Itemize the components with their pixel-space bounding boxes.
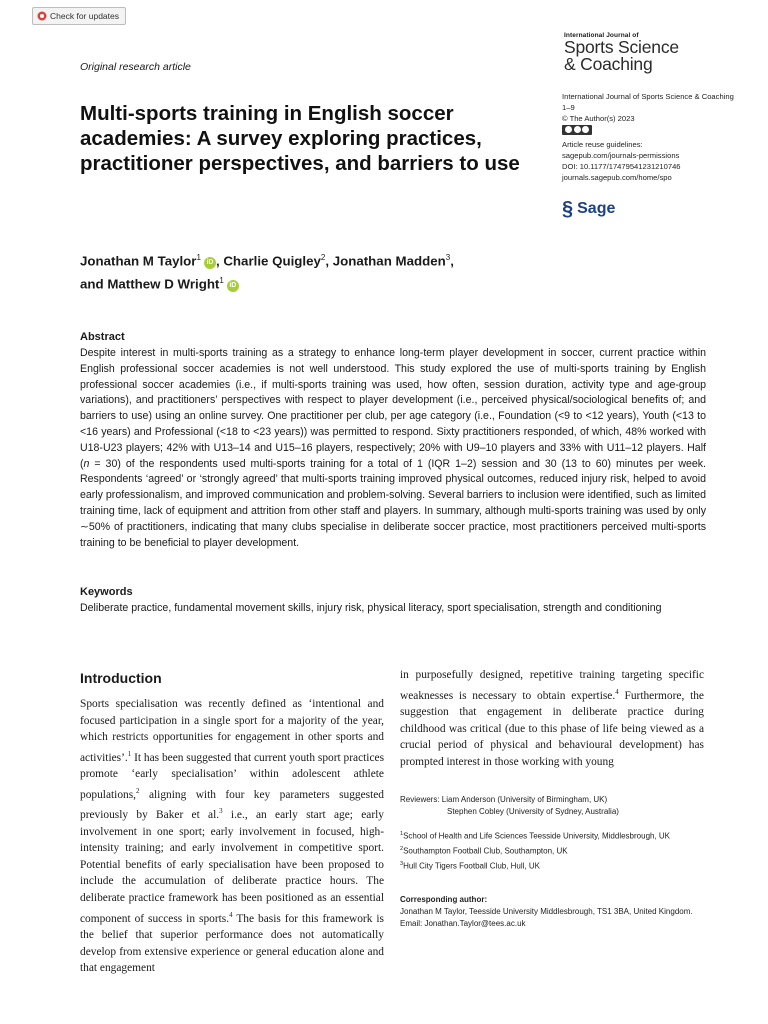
affiliation-sup: 1 [400,831,404,837]
intro-text: in purposefully designed, repetitive training targeting specific weaknesses is necessary to obtain expertise. [400,669,704,702]
cc-license-icon [562,125,592,135]
affiliation-text: Hull City Tigers Football Club, Hull, UK [403,861,540,871]
meta-home-link[interactable]: journals.sagepub.com/home/spo [562,172,672,182]
journal-logo [564,32,714,73]
article-title: Multi-sports training in English soccer academies: A survey exploring practices, practitioner perspectives, and barriers to use [80,102,520,175]
affiliation-text: School of Health and Life Sciences Teesside University, Middlesbrough, UK [403,831,671,841]
intro-text: It has been suggested that current youth sport practices promote ‘early specialisation’ within adolescent athlete populations, [80,751,384,801]
intro-text: Sports specialisation was recently defined as ‘intentional and focused participation in a single sport for a majority of the year, which restricts opportunities for engagement in other sports and activities’. [80,698,384,764]
sage-logo [562,199,615,219]
journal-logo-line1: International Journal of [564,32,639,39]
intro-text: The basis for this framework is the belief that superior performance does not automatically develop from extensive experience or general education alone and that engagement [80,912,384,975]
check-for-updates-label: Check for updates [50,11,119,21]
author-name: , Charlie Quigley [215,253,321,269]
affiliation-item [400,828,700,843]
meta-copyright: © The Author(s) 2023 [562,113,635,123]
intro-text: aligning with four key parameters suggested previously by Baker et al. [80,788,384,821]
author-name: and Matthew D Wright [80,276,220,292]
meta-journal: International Journal of Sports Science & Coaching [562,92,734,101]
corresponding-email[interactable]: Email: Jonathan.Taylor@tees.ac.uk [400,919,526,929]
author-affiliation-sup: 3 [445,253,451,262]
introduction-left-column [80,696,384,977]
abstract-body [80,346,706,551]
affiliation-sup: 2 [400,845,404,852]
intro-text: i.e., an early start age; early involvement in one sport; early involvement in focused, high-intensity training; and early involvement in competitive sport. Potential benefits of early specialisation have been proposed to include the accumulation of deliberate practice hours. The deliberate practice framework has been positioned as an essential component of success in sports. [80,808,384,925]
meta-doi-link[interactable]: DOI: 10.1177/17479541231210746 [562,161,681,171]
affiliation-item [400,858,700,873]
reference-sup[interactable]: 4 [229,910,233,919]
reviewer-line: Stephen Cobley (University of Sydney, Australia) [447,807,619,817]
keywords-heading: Keywords [80,586,133,598]
intro-text: Furthermore, the suggestion that engagement in deliberate practice during childhood was critical (due to this phase of life being viewed as a crucial period of physical and behavioural development) has prompted interest in those working with young [400,689,704,768]
check-for-updates-button[interactable] [32,7,126,25]
article-type: Original research article [80,61,191,73]
abstract-text-1: Despite interest in multi-sports training as a strategy to enhance long-term player development in soccer, current practice within English professional soccer academies is not well understood. This study explored the use of multi-sports training by English professional soccer academies (i.e., if multi-sports training was used, how often, session duration, activity type and age-group variations), and practitioners’ perspectives with respect to player development (i.e., perceived physical/sociological benefits of; and barriers to use) using an online survey. One practitioner per club, per age category (i.e., Foundation (<9 to <12 years), Youth (<13 to <16 years) and Professional (<18 to <23 years)) was permitted to respond. Sixty practitioners responded, of which, 48% worked with U18-U23 players; 42% with U13–14 and U15–16 players, respectively; 20% with U9–10 players and 33% with U11–12 players. Half ( [80,347,706,470]
sage-label: Sage [577,200,616,217]
journal-logo-line3: & Coaching [564,54,653,74]
author-affiliation-sup: 1 [219,275,224,285]
reference-sup[interactable]: 4 [615,687,619,696]
update-icon [37,11,47,21]
corresponding-heading: Corresponding author: [400,895,488,904]
sage-s-icon: § [562,198,574,220]
meta-permissions-link[interactable]: sagepub.com/journals-permissions [562,150,680,160]
corresponding-author-block [400,894,700,931]
introduction-right-column [400,667,704,770]
reference-sup[interactable]: 1 [127,749,132,758]
author-list: Jonathan M Taylor$^1$iD , Charlie Quigley$^2$, Jonathan Madden$^3$, and Matthew D Wright$^1$iD [80,253,454,292]
abstract-n-variable: n [83,457,90,470]
reference-sup[interactable]: 2 [136,786,140,795]
reviewers-block [400,794,700,818]
reviewer-line: Reviewers: Liam Anderson (University of Birmingham, UK) [400,795,608,804]
affiliation-item [400,843,700,858]
corresponding-address: Jonathan M Taylor, Teesside University Middlesbrough, TS1 3BA, United Kingdom. [400,907,693,917]
orcid-icon[interactable]: iD [227,280,239,292]
meta-reuse: Article reuse guidelines: [562,140,643,150]
affiliations-block [400,828,700,873]
keywords-text: Deliberate practice, fundamental movement skills, injury risk, physical literacy, sport specialisation, strength and conditioning [80,602,662,614]
meta-pages: 1–9 [562,102,575,112]
author-affiliation-sup: 2 [320,253,326,262]
affiliation-sup: 3 [400,860,404,867]
introduction-heading: Introduction [80,670,162,686]
abstract-text-2: = 30) of the respondents used multi-sports training for a total of 1 (IQR 1–2) session and 30 (13 to 60) minutes per week. Respondents ‘agreed’ or ‘strongly agreed’ that multi-sports training improved physical outcomes, reduced injury risk, helped to avoid early professionalism, and improved communication and problem-solving. Several barriers to inclusion were identified, such as limited training time, lack of equipment and attrition from other staff and players. In summary, although multi-sports training was used by only ∼50% of practitioners, indicating that many clubs specialise in deliberate soccer practice, most practitioners perceived multi-sports training to be beneficial to player development. [80,457,706,549]
abstract-heading: Abstract [80,331,125,343]
article-meta [562,92,752,183]
reference-sup[interactable]: 3 [219,807,223,816]
author-name: Jonathan M Taylor [80,253,197,269]
author-name: , Jonathan Madden [325,253,446,269]
orcid-icon[interactable]: iD [204,257,216,269]
journal-logo-line2: Sports Science [564,37,679,57]
affiliation-text: Southampton Football Club, Southampton, UK [403,846,568,856]
author-affiliation-sup: 1 [196,253,201,262]
